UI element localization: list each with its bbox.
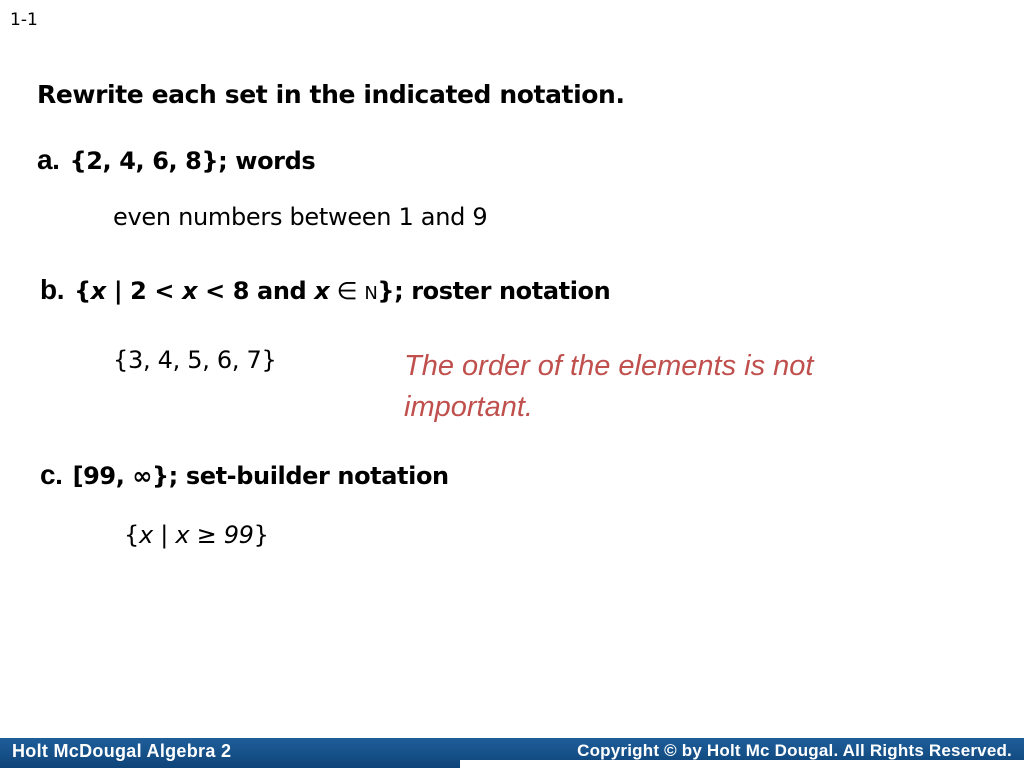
problem-b-prompt [40,274,610,306]
problem-b-variable: x [314,277,330,305]
element-of-symbol: ∈ [329,277,365,305]
problem-b-variable: x [90,277,106,305]
problem-a-letter: a. [37,144,60,175]
problem-b-open-brace: { [74,277,91,305]
problem-b-letter: b. [40,274,65,305]
problem-c-text: [99, ∞}; set-builder notation [72,462,449,490]
problem-b-tail: }; roster notation [377,277,611,305]
answer-c-variable: x [138,521,153,549]
answer-c-close-brace: } [253,521,269,549]
problem-b-condition-1: | 2 < [105,277,183,305]
note-text: The order of the elements is not important. [404,350,814,423]
natural-numbers-symbol: N [364,283,378,304]
problem-a-prompt [37,144,315,176]
problem-c-letter: c. [40,459,63,490]
page-title: Rewrite each set in the indicated notation. [37,80,625,109]
problem-b-variable: x [182,277,198,305]
footer-copyright: Copyright © by Holt Mc Dougal. All Rights Reserved. [577,741,1012,760]
problem-c-answer [124,521,269,549]
problem-a-answer: even numbers between 1 and 9 [113,203,488,231]
answer-c-bar: | [152,521,176,549]
problem-b-condition-2: < 8 and [197,277,315,305]
answer-c-open-brace: { [124,521,139,549]
footer-divider [460,760,1024,768]
problem-b-answer: {3, 4, 5, 6, 7} [113,346,277,374]
slide-number: 1-1 [10,10,38,30]
footer-course-title: Holt McDougal Algebra 2 [12,741,232,761]
problem-a-text: {2, 4, 6, 8}; words [69,147,316,175]
answer-c-condition: x ≥ 99 [175,521,254,549]
problem-c-prompt [40,459,449,491]
